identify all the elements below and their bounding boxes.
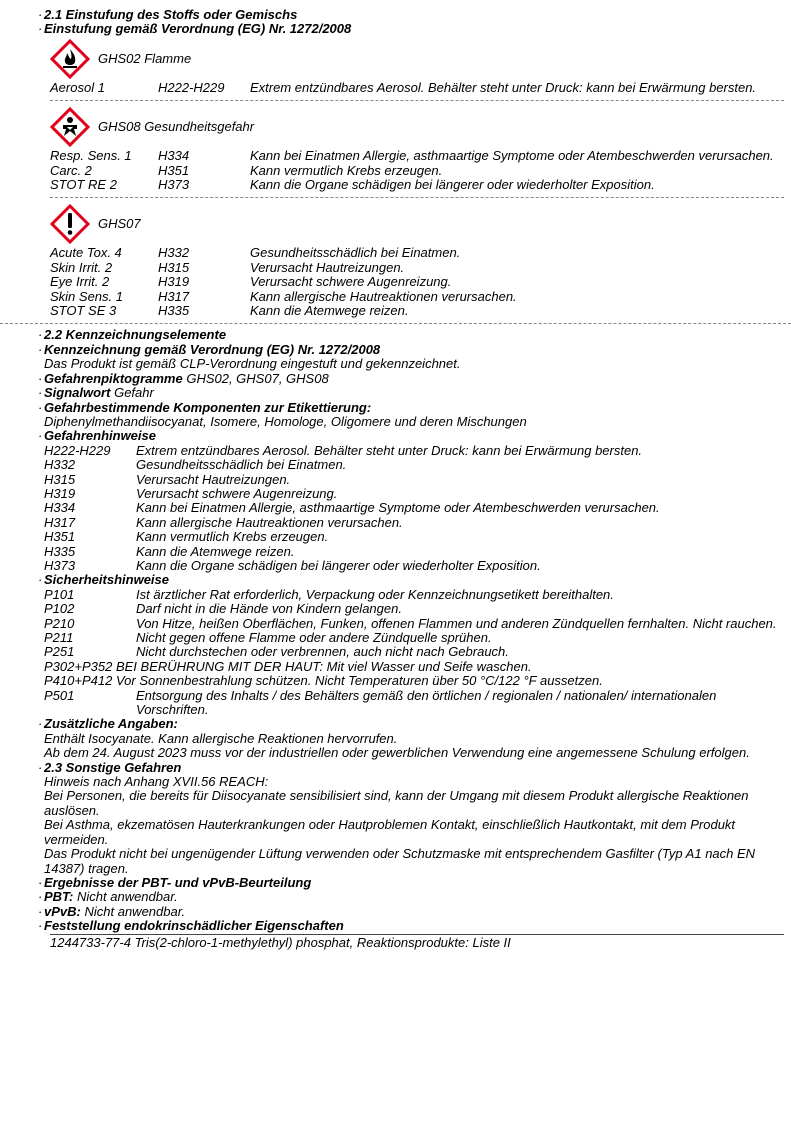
pbt-value: Nicht anwendbar. <box>77 889 178 905</box>
h-code: H317 <box>44 514 76 530</box>
hazard-text: Kann bei Einatmen Allergie, asthmaartige Symptome oder Atembeschwerden verursachen. <box>250 148 774 164</box>
classification-row <box>44 149 784 163</box>
components-value: Diphenylmethandiisocyanat, Isomere, Homologe, Oligomere und deren Mischungen <box>44 413 527 429</box>
precaution-row <box>44 617 784 631</box>
ghs07-exclamation-icon <box>50 204 90 244</box>
pictograms-label: Gefahrenpiktogramme <box>44 370 183 386</box>
precaution-row <box>44 631 784 645</box>
classification-row <box>44 290 784 304</box>
classification-row <box>44 178 784 192</box>
precautionary-statements-label: · Sicherheitshinweise <box>44 573 784 587</box>
p-code: P302+P352 <box>44 658 113 674</box>
p-code: P410+P412 <box>44 673 113 689</box>
hazard-statements-label: · Gefahrenhinweise <box>44 429 784 443</box>
h-code: H373 <box>44 557 76 573</box>
h-text: Extrem entzündbares Aerosol. Behälter steht unter Druck: kann bei Erwärmung bersten. <box>136 442 643 458</box>
h-text: Kann die Organe schädigen bei längerer oder wiederholter Exposition. <box>136 557 541 573</box>
hazard-statement-row <box>44 487 784 501</box>
hazard-statement-row <box>44 516 784 530</box>
hazard-text: Kann vermutlich Krebs erzeugen. <box>250 162 443 178</box>
classification-row <box>44 304 784 318</box>
labelling-regulation: · Kennzeichnung gemäß Verordnung (EG) Nr. 1272/2008 <box>44 343 784 357</box>
hazard-text: Verursacht schwere Augenreizung. <box>250 274 452 290</box>
vpvb-line <box>44 905 784 919</box>
h-text: Kann die Atemwege reizen. <box>136 543 295 559</box>
p-text: Vor Sonnenbestrahlung schützen. Nicht Temperaturen über 50 °C/122 °F aussetzen. <box>115 673 603 689</box>
p-text: Ist ärztlicher Rat erforderlich, Verpackung oder Kennzeichnungsetikett bereithalten. <box>136 586 614 602</box>
section-2-2-heading: · 2.2 Kennzeichnungselemente <box>44 328 784 342</box>
h-text: Verursacht schwere Augenreizung. <box>136 485 338 501</box>
hazard-class: Eye Irrit. 2 <box>50 274 110 290</box>
section-2-1-heading: · 2.1 Einstufung des Stoffs oder Gemischs <box>44 8 784 22</box>
precaution-row <box>44 602 784 616</box>
hazard-statement-row <box>44 458 784 472</box>
divider <box>50 197 784 198</box>
pictogram-ghs02 <box>50 37 784 81</box>
precaution-row <box>44 660 784 674</box>
p-code: P102 <box>44 601 75 617</box>
hazard-class: Skin Irrit. 2 <box>50 259 113 275</box>
pictogram-label: GHS08 Gesundheitsgefahr <box>98 119 255 135</box>
hazard-statement-row <box>44 501 784 515</box>
h-code: H335 <box>44 543 76 559</box>
hazard-class: STOT SE 3 <box>50 303 117 319</box>
vpvb-value: Nicht anwendbar. <box>84 903 186 919</box>
p-code: P101 <box>44 586 75 602</box>
classification-row <box>44 261 784 275</box>
pictograms-value: GHS02, GHS07, GHS08 <box>186 370 329 386</box>
precaution-row <box>44 689 784 718</box>
h-code: H222-H229 <box>44 442 111 458</box>
hazard-statement-row <box>44 444 784 458</box>
pictogram-ghs08 <box>50 105 784 149</box>
pictogram-label: GHS02 Flamme <box>98 50 192 66</box>
hazard-statement-row <box>44 530 784 544</box>
hazard-code: H335 <box>158 303 190 319</box>
h-code: H319 <box>44 485 76 501</box>
additional-info-label: · Zusätzliche Angaben: <box>44 717 784 731</box>
pictogram-label: GHS07 <box>98 216 141 232</box>
hazard-statement-row <box>44 545 784 559</box>
p-text: Entsorgung des Inhalts / des Behälters gemäß den örtlichen / regionalen / nationalen/ internationalen Vorschriften. <box>136 687 717 718</box>
divider <box>50 100 784 101</box>
hazard-text: Extrem entzündbares Aerosol. Behälter steht unter Druck: kann bei Erwärmung bersten. <box>250 79 757 95</box>
signal-word-value: Gefahr <box>114 385 154 401</box>
hazard-code: H315 <box>158 259 190 275</box>
additional-info-line: Ab dem 24. August 2023 muss vor der industriellen oder gewerblichen Verwendung eine angemessene Schulung erfolgen. <box>44 745 750 761</box>
hazard-text: Kann die Atemwege reizen. <box>250 303 409 319</box>
hazard-code: H351 <box>158 162 190 178</box>
p-code: P210 <box>44 615 75 631</box>
pictogram-ghs07 <box>50 202 784 246</box>
precaution-row <box>44 588 784 602</box>
sds-section-2 <box>44 8 784 950</box>
p-text: Nicht durchstechen oder verbrennen, auch nicht nach Gebrauch. <box>136 644 509 660</box>
pictograms-line <box>44 372 784 386</box>
endocrine-line: 1244733-77-4 Tris(2-chloro-1-methylethyl) phosphat, Reaktionsprodukte: Liste II <box>50 934 784 950</box>
p-code: P251 <box>44 644 75 660</box>
p-code: P211 <box>44 630 74 645</box>
ghs02-flame-icon <box>50 39 90 79</box>
other-hazards-line: Bei Personen, die bereits für Diisocyanate sensibilisiert sind, kann der Umgang mit diesem Produkt allergische Reaktionen auslösen. <box>44 788 749 818</box>
hazard-statement-row <box>44 559 784 573</box>
hazard-class: STOT RE 2 <box>50 177 117 193</box>
pbt-label: PBT: <box>44 889 74 905</box>
components-label: · Gefahrbestimmende Komponenten zur Etikettierung: <box>44 401 784 415</box>
pbt-heading: · Ergebnisse der PBT- und vPvB-Beurteilung <box>44 876 784 890</box>
additional-info-line: Enthält Isocyanate. Kann allergische Reaktionen hervorrufen. <box>44 730 398 746</box>
h-text: Kann vermutlich Krebs erzeugen. <box>136 529 329 545</box>
precaution-row <box>44 645 784 659</box>
other-hazards-line: Das Produkt nicht bei ungenügender Lüftung verwenden oder Schutzmaske mit entsprechendem Gasfilter (Typ A1 nach EN 14387) tragen. <box>44 846 756 876</box>
hazard-class: Aerosol 1 <box>50 79 105 95</box>
endocrine-heading: · Feststellung endokrinschädlicher Eigenschaften <box>44 919 784 933</box>
vpvb-label: vPvB: <box>44 903 81 919</box>
hazard-class: Skin Sens. 1 <box>50 288 123 304</box>
h-text: Verursacht Hautreizungen. <box>136 471 291 487</box>
other-hazards-line: Hinweis nach Anhang XVII.56 REACH: <box>44 774 269 790</box>
h-text: Kann allergische Hautreaktionen verursachen. <box>136 514 403 530</box>
hazard-class: Carc. 2 <box>50 162 92 178</box>
hazard-text: Kann die Organe schädigen bei längerer oder wiederholter Exposition. <box>250 177 655 193</box>
signal-word-label: Signalwort <box>44 385 111 401</box>
hazard-text: Verursacht Hautreizungen. <box>250 259 405 275</box>
p-text: Von Hitze, heißen Oberflächen, Funken, offenen Flammen und anderen Zündquellen fernhalten. Nicht rauchen. <box>136 615 777 631</box>
p-text: Nicht gegen offene Flamme oder andere Zündquelle sprühen. <box>136 630 492 645</box>
h-text: Kann bei Einatmen Allergie, asthmaartige Symptome oder Atembeschwerden verursachen. <box>136 500 660 516</box>
p-code: P501 <box>44 687 75 703</box>
p-text: Darf nicht in die Hände von Kindern gelangen. <box>136 601 402 617</box>
classification-row <box>44 275 784 289</box>
h-code: H315 <box>44 471 76 487</box>
hazard-class: Acute Tox. 4 <box>50 245 122 261</box>
classification-regulation: · Einstufung gemäß Verordnung (EG) Nr. 1272/2008 <box>44 22 784 36</box>
h-text: Gesundheitsschädlich bei Einatmen. <box>136 457 347 473</box>
other-hazards-line: Bei Asthma, ekzematösen Hauterkrankungen oder Hautproblemen Kontakt, einschließlich Hautkontakt, mit dem Produkt vermeiden. <box>44 817 736 847</box>
hazard-code: H222-H229 <box>158 79 225 95</box>
hazard-code: H319 <box>158 274 190 290</box>
hazard-code: H332 <box>158 245 190 261</box>
hazard-code: H317 <box>158 288 190 304</box>
precaution-row <box>44 674 784 688</box>
classification-row <box>44 164 784 178</box>
h-code: H332 <box>44 457 76 473</box>
classification-row <box>44 246 784 260</box>
h-code: H334 <box>44 500 76 516</box>
section-divider <box>0 323 791 324</box>
hazard-text: Gesundheitsschädlich bei Einatmen. <box>250 245 461 261</box>
section-2-3-heading: · 2.3 Sonstige Gefahren <box>44 761 784 775</box>
pbt-line <box>44 890 784 904</box>
signal-word-line <box>44 386 784 400</box>
hazard-code: H334 <box>158 148 190 164</box>
hazard-code: H373 <box>158 177 190 193</box>
hazard-statement-row <box>44 473 784 487</box>
hazard-class: Resp. Sens. 1 <box>50 148 132 164</box>
p-text: BEI BERÜHRUNG MIT DER HAUT: Mit viel Wasser und Seife waschen. <box>115 658 532 674</box>
clp-statement: Das Produkt ist gemäß CLP-Verordnung eingestuft und gekennzeichnet. <box>44 356 461 372</box>
classification-row <box>44 81 784 95</box>
ghs08-health-hazard-icon <box>50 107 90 147</box>
hazard-text: Kann allergische Hautreaktionen verursachen. <box>250 288 517 304</box>
h-code: H351 <box>44 529 76 545</box>
